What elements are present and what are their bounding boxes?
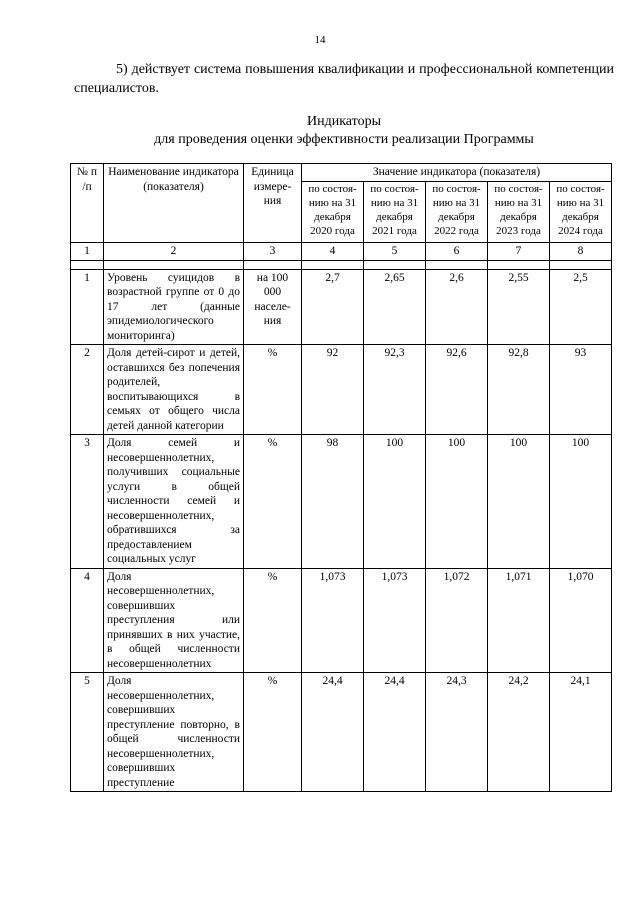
col-number-1: 1 <box>71 243 104 261</box>
table-row <box>71 673 612 792</box>
value-2020: 92 <box>302 345 364 435</box>
value-2022: 24,3 <box>426 673 488 792</box>
indicator-name: Доля семей и несовершеннолетних, получивших социальные услуги в общей численности семей и несовершеннолетних, обратившихся за предоставлением социальных услуг <box>104 435 244 569</box>
value-2021: 92,3 <box>364 345 426 435</box>
value-2022: 92,6 <box>426 345 488 435</box>
col-number-8: 8 <box>550 243 612 261</box>
value-2021: 1,073 <box>364 568 426 673</box>
row-number: 2 <box>71 345 104 435</box>
value-2022: 2,6 <box>426 269 488 345</box>
header-row-1 <box>71 164 612 182</box>
value-2022: 1,072 <box>426 568 488 673</box>
header-unit: Единица измере-ния <box>244 164 302 243</box>
indicator-unit: % <box>244 568 302 673</box>
row-number: 4 <box>71 568 104 673</box>
value-2020: 2,7 <box>302 269 364 345</box>
value-2023: 100 <box>488 435 550 569</box>
intro-paragraph: 5) действует система повышения квалификации и профессиональной компетенции специалистов. <box>74 62 614 96</box>
header-year-2022: по состоя-нию на 31 декабря 2022 года <box>426 181 488 243</box>
value-2024: 100 <box>550 435 612 569</box>
value-2023: 24,2 <box>488 673 550 792</box>
heading-line-1: Индикаторы <box>307 114 381 129</box>
value-2020: 24,4 <box>302 673 364 792</box>
col-number-6: 6 <box>426 243 488 261</box>
table-row <box>71 435 612 569</box>
indicator-unit: % <box>244 435 302 569</box>
row-number: 3 <box>71 435 104 569</box>
indicator-unit: % <box>244 345 302 435</box>
col-number-3: 3 <box>244 243 302 261</box>
header-year-2021: по состоя-нию на 31 декабря 2021 года <box>364 181 426 243</box>
col-number-7: 7 <box>488 243 550 261</box>
table-row <box>71 568 612 673</box>
indicator-name: Доля несовершеннолетних, совершивших преступления или принявших в них участие, в общей численности несовершеннолетних <box>104 568 244 673</box>
col-number-5: 5 <box>364 243 426 261</box>
row-number: 5 <box>71 673 104 792</box>
spacer-row <box>71 260 612 269</box>
table-row <box>71 269 612 345</box>
col-number-2: 2 <box>104 243 244 261</box>
indicator-unit: % <box>244 673 302 792</box>
page-number: 14 <box>314 34 326 46</box>
indicator-unit: на 100 000 населе-ния <box>244 269 302 345</box>
value-2024: 2,5 <box>550 269 612 345</box>
section-heading <box>74 113 614 149</box>
value-2023: 92,8 <box>488 345 550 435</box>
value-2024: 24,1 <box>550 673 612 792</box>
header-num: № п /п <box>71 164 104 243</box>
value-2020: 98 <box>302 435 364 569</box>
header-name: Наименование индикатора (показателя) <box>104 164 244 243</box>
column-number-row <box>71 243 612 261</box>
indicator-name: Уровень суицидов в возрастной группе от 0 до 17 лет (данные эпидемиологического мониторинга) <box>104 269 244 345</box>
value-2022: 100 <box>426 435 488 569</box>
row-number: 1 <box>71 269 104 345</box>
table-row <box>71 345 612 435</box>
col-number-4: 4 <box>302 243 364 261</box>
indicator-name: Доля несовершеннолетних, совершивших преступление повторно, в общей численности несовершеннолетних, совершивших преступление <box>104 673 244 792</box>
value-2021: 100 <box>364 435 426 569</box>
value-2024: 93 <box>550 345 612 435</box>
value-2020: 1,073 <box>302 568 364 673</box>
header-year-2023: по состоя-нию на 31 декабря 2023 года <box>488 181 550 243</box>
value-2021: 2,65 <box>364 269 426 345</box>
indicators-table <box>70 163 612 792</box>
header-values: Значение индикатора (показателя) <box>302 164 612 182</box>
value-2021: 24,4 <box>364 673 426 792</box>
indicator-name: Доля детей-сирот и детей, оставшихся без попечения родителей, воспитывающихся в семьях от общего числа детей данной категории <box>104 345 244 435</box>
heading-line-2: для проведения оценки эффективности реализации Программы <box>154 132 534 147</box>
value-2024: 1,070 <box>550 568 612 673</box>
value-2023: 2,55 <box>488 269 550 345</box>
header-year-2020: по состоя-нию на 31 декабря 2020 года <box>302 181 364 243</box>
value-2023: 1,071 <box>488 568 550 673</box>
header-year-2024: по состоя-нию на 31 декабря 2024 года <box>550 181 612 243</box>
